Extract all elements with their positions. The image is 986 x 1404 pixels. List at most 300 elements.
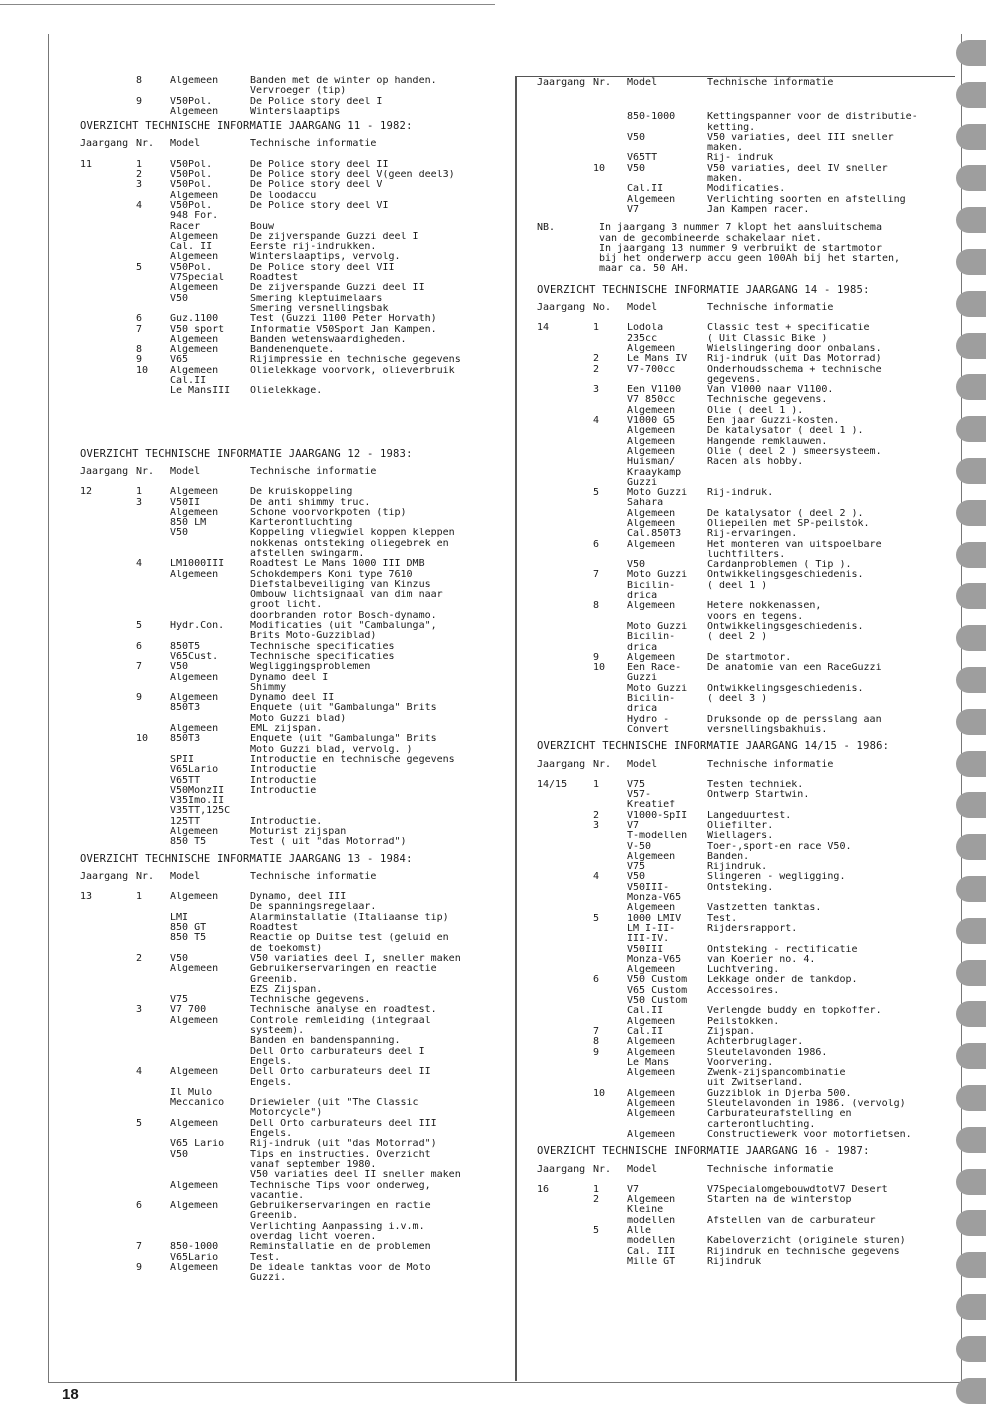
year-cell xyxy=(80,76,136,86)
nr-cell: 2 xyxy=(593,354,600,365)
info-cell: De ideale tanktas voor de Moto xyxy=(250,1262,431,1273)
year-cell xyxy=(80,611,136,621)
table-row xyxy=(80,1181,510,1191)
info-cell: Oliefilter. xyxy=(707,821,774,831)
year-cell xyxy=(537,986,593,996)
model-cell xyxy=(170,683,250,693)
model-cell xyxy=(170,1057,250,1067)
info-cell: overdag licht voeren. xyxy=(250,1231,377,1242)
info-cell: Kabeloverzicht (originele sturen) xyxy=(707,1236,906,1247)
table-row xyxy=(80,1057,510,1067)
table-row xyxy=(537,811,957,821)
model-cell: V50 xyxy=(170,293,189,304)
table-row xyxy=(537,560,957,570)
table-row xyxy=(80,902,510,912)
model-cell: Bicilin- xyxy=(627,694,676,705)
table-row xyxy=(80,1242,510,1252)
model-cell: Kleine xyxy=(627,1205,664,1216)
model-cell: Huisman/ xyxy=(627,457,676,468)
nr-cell xyxy=(136,294,170,304)
year-cell xyxy=(80,1098,136,1108)
info-cell: De Police story deel V xyxy=(250,180,383,191)
nr-cell xyxy=(593,123,627,133)
nr-cell: 3 xyxy=(136,497,143,508)
nr-cell xyxy=(593,965,627,975)
table-row xyxy=(80,314,510,324)
model-cell xyxy=(170,631,250,641)
nr-cell xyxy=(136,1098,170,1108)
year-cell xyxy=(537,426,593,436)
info-cell: Verlichting Aanpassing i.v.m. xyxy=(250,1221,425,1232)
table-row xyxy=(537,550,957,560)
info-cell: De anatomie van een RaceGuzzi xyxy=(707,663,882,674)
info-cell: Test (Guzzi 1100 Peter Horvath) xyxy=(250,314,437,325)
model-cell: Algemeen xyxy=(627,903,676,914)
nr-cell xyxy=(593,478,627,488)
year-cell: 14/15 xyxy=(537,779,568,790)
binder-hole-icon xyxy=(956,876,986,902)
model-header: Model xyxy=(627,302,658,314)
table-header xyxy=(80,872,510,882)
model-cell: V50 sport xyxy=(170,324,225,335)
model-cell: Algemeen xyxy=(627,446,676,457)
model-cell: Algemeen xyxy=(627,1016,676,1027)
model-cell: V50 Custom xyxy=(627,975,688,986)
binder-hole-icon xyxy=(956,165,986,191)
year-cell xyxy=(80,1088,136,1098)
year-cell xyxy=(537,622,593,632)
nr-cell xyxy=(593,704,627,714)
model-cell: Algemeen xyxy=(627,1099,676,1110)
nr-cell xyxy=(593,945,627,955)
table-row xyxy=(80,1088,510,1098)
info-cell: Zijspan. xyxy=(707,1026,756,1037)
nr-cell: 9 xyxy=(136,355,143,366)
year-header: Jaargang xyxy=(537,77,586,88)
info-cell xyxy=(707,934,957,944)
model-cell: 850 LM xyxy=(170,518,207,529)
table-row xyxy=(80,734,510,744)
nr-cell: 9 xyxy=(593,652,600,663)
year-cell xyxy=(80,1242,136,1252)
info-cell: vacantie. xyxy=(250,1190,305,1201)
table-row xyxy=(80,892,510,902)
year-cell xyxy=(537,143,593,153)
model-cell: V7 xyxy=(627,821,640,831)
year-cell xyxy=(80,1181,136,1191)
model-cell xyxy=(627,174,707,184)
nr-cell xyxy=(593,112,627,122)
model-cell xyxy=(170,549,250,559)
nr-cell xyxy=(136,549,170,559)
table-row xyxy=(537,354,957,364)
model-cell: SPII xyxy=(170,754,195,765)
year-cell xyxy=(80,97,136,107)
table-row xyxy=(537,694,957,704)
model-cell: V50Pol. xyxy=(170,180,213,191)
year-cell xyxy=(537,996,593,1006)
nr-cell xyxy=(136,590,170,600)
info-cell: Verlengde buddy en topkoffer. xyxy=(707,1006,882,1017)
year-cell xyxy=(80,242,136,252)
nr-cell xyxy=(136,913,170,923)
model-cell: modellen xyxy=(627,1236,676,1247)
model-cell: Een V1100 xyxy=(627,385,682,396)
model-cell xyxy=(170,1047,250,1057)
nr-cell: 6 xyxy=(593,975,600,986)
year-cell xyxy=(537,164,593,174)
model-cell: Algemeen xyxy=(627,1047,676,1058)
nr-cell xyxy=(593,673,627,683)
table-header xyxy=(537,78,957,88)
info-cell xyxy=(707,1226,957,1236)
info-cell: Enquete (uit "Gambalunga" Brits xyxy=(250,703,437,714)
info-cell xyxy=(707,498,957,508)
year-cell xyxy=(80,1201,136,1211)
year-cell xyxy=(80,734,136,744)
table-row xyxy=(80,487,510,497)
year-cell xyxy=(537,112,593,122)
year-cell xyxy=(80,549,136,559)
year-cell xyxy=(80,964,136,974)
table-row xyxy=(80,1047,510,1057)
model-cell: Kreatief xyxy=(627,800,676,811)
table-row xyxy=(537,1226,957,1236)
table-row xyxy=(80,242,510,252)
year-cell xyxy=(80,755,136,765)
nr-cell: 3 xyxy=(593,821,600,831)
info-cell: Carburateurafstelling en xyxy=(707,1109,852,1120)
nr-cell xyxy=(136,1253,170,1263)
table-row xyxy=(80,817,510,827)
info-cell xyxy=(707,893,957,903)
model-cell: Monza-V65 xyxy=(627,954,682,965)
table-row xyxy=(80,745,510,755)
year-cell xyxy=(537,498,593,508)
info-cell: De Police story deel VI xyxy=(250,200,389,211)
nr-cell xyxy=(136,386,170,396)
model-cell: Algemeen xyxy=(170,569,219,580)
table-row xyxy=(537,112,957,122)
model-cell: Algemeen xyxy=(170,827,219,837)
nr-cell xyxy=(593,1068,627,1078)
table-row xyxy=(80,1160,510,1170)
model-cell xyxy=(627,143,707,153)
info-cell xyxy=(250,796,510,806)
nr-cell xyxy=(136,995,170,1005)
nr-cell xyxy=(136,252,170,262)
year-cell xyxy=(537,406,593,416)
model-cell: Moto Guzzi xyxy=(627,570,688,581)
model-cell: V7 xyxy=(627,1184,640,1195)
table-row xyxy=(80,796,510,806)
info-cell: Greenib. xyxy=(250,974,299,985)
year-cell xyxy=(537,704,593,714)
binder-hole-icon xyxy=(956,1127,986,1153)
year-cell xyxy=(537,694,593,704)
nr-cell xyxy=(136,242,170,252)
table-row xyxy=(80,776,510,786)
nr-cell xyxy=(593,143,627,153)
year-cell xyxy=(537,883,593,893)
nr-cell: 8 xyxy=(593,1037,600,1048)
table-header xyxy=(80,467,510,477)
nr-cell xyxy=(593,632,627,642)
info-cell: Modificaties. xyxy=(707,184,786,195)
model-cell: Algemeen xyxy=(170,76,219,86)
nr-cell: 7 xyxy=(136,662,143,673)
info-cell xyxy=(707,704,957,714)
nr-cell xyxy=(593,519,627,529)
nr-cell xyxy=(593,406,627,416)
nr-cell xyxy=(136,964,170,974)
model-header: Model xyxy=(627,758,658,770)
model-cell xyxy=(627,550,707,560)
table-row xyxy=(80,964,510,974)
table-row xyxy=(537,1006,957,1016)
info-cell: Rijdersrapport. xyxy=(707,923,798,934)
year-cell xyxy=(80,923,136,933)
nr-cell xyxy=(593,426,627,436)
table-row xyxy=(537,883,957,893)
table-row xyxy=(537,375,957,385)
year-cell xyxy=(537,395,593,405)
info-cell: Dell Orto carburateurs deel II xyxy=(250,1067,431,1078)
info-cell: V7SpecialomgebouwdtotV7 Desert xyxy=(707,1184,888,1195)
info-cell: Alarminstallatie (Italiaanse tip) xyxy=(250,912,449,923)
nr-cell: 6 xyxy=(593,539,600,550)
info-cell: Cardanproblemen ( Tip ). xyxy=(707,560,852,571)
nr-cell xyxy=(136,508,170,518)
section xyxy=(80,449,510,848)
nr-cell xyxy=(593,852,627,862)
nr-cell xyxy=(136,1273,170,1283)
table-row xyxy=(537,612,957,622)
info-cell: Rij-indruk (uit Das Motorrad) xyxy=(707,354,882,365)
model-cell: V7 850cc xyxy=(627,395,676,406)
year-cell xyxy=(80,335,136,345)
table-row xyxy=(537,426,957,436)
year-cell xyxy=(537,811,593,821)
info-cell: Engels. xyxy=(250,1056,293,1067)
nr-cell xyxy=(136,570,170,580)
nr-cell xyxy=(593,622,627,632)
model-cell: Le Mans xyxy=(627,1057,670,1068)
table-row xyxy=(537,540,957,550)
year-cell xyxy=(80,745,136,755)
info-cell xyxy=(707,643,957,653)
table-row xyxy=(537,468,957,478)
info-cell: Gebruikerservaringen en ractie xyxy=(250,1201,431,1212)
year-cell xyxy=(537,375,593,385)
info-cell: Hetere nokkenassen, xyxy=(707,601,822,612)
nr-cell xyxy=(593,195,627,205)
table-row xyxy=(80,580,510,590)
table-row xyxy=(80,1211,510,1221)
binder-hole-icon xyxy=(956,1169,986,1195)
year-cell xyxy=(80,1160,136,1170)
binder-hole-icon xyxy=(956,918,986,944)
model-cell xyxy=(170,304,250,314)
nr-cell xyxy=(593,437,627,447)
model-cell: Algemeen xyxy=(170,1067,219,1078)
nr-cell: 7 xyxy=(136,1242,143,1253)
info-cell: De Police story deel II xyxy=(250,159,389,170)
model-cell xyxy=(627,1078,707,1088)
info-cell: Oliepeilen met SP-peilstok. xyxy=(707,518,870,529)
year-cell xyxy=(80,1191,136,1201)
nr-cell xyxy=(136,827,170,837)
table-row xyxy=(537,1048,957,1058)
model-cell xyxy=(170,902,250,912)
year-header: Jaargang xyxy=(537,758,586,770)
year-cell xyxy=(80,201,136,211)
info-cell: De spanningsregelaar. xyxy=(250,902,377,913)
info-cell: Enquete (uit "Gambalunga" Brits xyxy=(250,734,437,745)
model-header: Model xyxy=(170,138,201,150)
model-cell: Algemeen xyxy=(170,507,219,518)
model-cell: V65Cust. xyxy=(170,651,219,662)
nr-cell xyxy=(136,714,170,724)
model-cell: V65 Lario xyxy=(170,1139,225,1150)
table-row xyxy=(80,1170,510,1180)
model-cell: V7 xyxy=(627,204,640,215)
nr-cell: 6 xyxy=(136,314,143,325)
year-cell xyxy=(537,334,593,344)
nr-cell xyxy=(593,934,627,944)
nr-cell xyxy=(136,1181,170,1191)
info-cell: Brits Moto-Guzziblad) xyxy=(250,631,377,642)
info-header: Technische informatie xyxy=(707,302,834,314)
table-row xyxy=(537,447,957,457)
year-cell xyxy=(537,153,593,163)
info-cell: afstellen swingarm. xyxy=(250,548,365,559)
nr-cell xyxy=(593,800,627,810)
table-row xyxy=(537,831,957,841)
model-cell: 850-1000 xyxy=(627,112,676,123)
nr-cell: 10 xyxy=(593,163,606,174)
year-cell xyxy=(80,314,136,324)
info-cell xyxy=(250,1088,510,1098)
nr-cell xyxy=(593,153,627,163)
model-cell: Mille GT xyxy=(627,1256,676,1267)
left-column xyxy=(80,76,510,1285)
nr-header: Nr. xyxy=(136,870,155,882)
model-cell: Cal.II xyxy=(627,1026,664,1037)
info-cell: Rij- indruk xyxy=(707,153,774,164)
year-cell xyxy=(80,786,136,796)
model-header: Model xyxy=(170,465,201,477)
binder-hole-icon xyxy=(956,1001,986,1027)
nr-cell xyxy=(136,1129,170,1139)
table-row xyxy=(80,559,510,569)
year-cell xyxy=(537,872,593,882)
year-cell xyxy=(537,945,593,955)
nr-cell xyxy=(136,211,170,221)
model-cell: Algemeen xyxy=(170,106,219,117)
model-cell: Algemeen xyxy=(170,252,219,263)
binder-hole-icon xyxy=(956,82,986,108)
nr-cell xyxy=(593,903,627,913)
model-cell: Racer xyxy=(170,221,201,232)
year-cell xyxy=(80,714,136,724)
year-cell xyxy=(80,975,136,985)
year-cell xyxy=(537,934,593,944)
model-cell: Algemeen xyxy=(627,194,676,205)
model-cell: 850T3 xyxy=(170,734,201,745)
info-cell: Wielslingering door onbalans. xyxy=(707,343,882,354)
binder-hole-icon xyxy=(956,207,986,233)
model-cell: Convert xyxy=(627,724,670,735)
model-cell: Algemeen xyxy=(170,1201,219,1212)
model-cell: V65 Custom xyxy=(627,985,688,996)
year-cell xyxy=(80,652,136,662)
info-cell: Ontwikkelingsgeschiedenis. xyxy=(707,683,864,694)
info-cell: Informatie V50Sport Jan Kampen. xyxy=(250,324,437,335)
info-cell: Guzziblok in Djerba 500. xyxy=(707,1088,852,1099)
year-cell xyxy=(80,1273,136,1283)
model-cell: Algemeen xyxy=(627,426,676,437)
year-cell xyxy=(537,862,593,872)
year-cell xyxy=(80,933,136,943)
year-cell xyxy=(80,191,136,201)
binder-hole-icon xyxy=(956,1252,986,1278)
year-cell xyxy=(537,1226,593,1236)
year-cell xyxy=(80,1057,136,1067)
nr-cell: 10 xyxy=(593,663,606,674)
info-cell: Introductie en technische gegevens xyxy=(250,754,455,765)
model-cell: Algemeen xyxy=(627,539,676,550)
table-row xyxy=(80,294,510,304)
table-row xyxy=(80,1098,510,1108)
nr-cell xyxy=(136,724,170,734)
nr-cell xyxy=(136,191,170,201)
binder-hole-icon xyxy=(956,960,986,986)
table-row xyxy=(80,107,510,117)
year-cell xyxy=(80,1078,136,1088)
model-cell xyxy=(170,539,250,549)
table-row xyxy=(537,790,957,800)
year-cell xyxy=(537,1017,593,1027)
model-cell: Algemeen xyxy=(170,334,219,345)
year-cell xyxy=(537,684,593,694)
model-cell: 125TT xyxy=(170,816,201,827)
year-cell xyxy=(537,354,593,364)
nr-cell xyxy=(136,1150,170,1160)
nr-cell: 8 xyxy=(136,76,143,86)
nr-cell xyxy=(136,755,170,765)
nr-cell xyxy=(136,1047,170,1057)
nr-cell xyxy=(593,550,627,560)
nr-cell xyxy=(136,539,170,549)
section-title: OVERZICHT TECHNISCHE INFORMATIE JAARGANG 14/15 - 1986: xyxy=(537,740,890,753)
info-cell xyxy=(707,1205,957,1215)
info-cell: Engels. xyxy=(250,1077,293,1088)
year-cell xyxy=(537,416,593,426)
info-cell: Kettingspanner voor de distributie- xyxy=(707,112,918,123)
year-cell xyxy=(80,1119,136,1129)
info-cell: Reminstallatie en de problemen xyxy=(250,1242,431,1253)
section-title: OVERZICHT TECHNISCHE INFORMATIE JAARGANG 12 - 1983: xyxy=(80,447,413,460)
model-cell: Guz.1100 xyxy=(170,314,219,325)
year-cell xyxy=(80,776,136,786)
table-row xyxy=(537,975,957,985)
nr-cell xyxy=(593,612,627,622)
table-row xyxy=(537,1099,957,1109)
model-cell: Moto Guzzi xyxy=(627,621,688,632)
info-cell xyxy=(250,211,510,221)
model-cell xyxy=(170,1078,250,1088)
